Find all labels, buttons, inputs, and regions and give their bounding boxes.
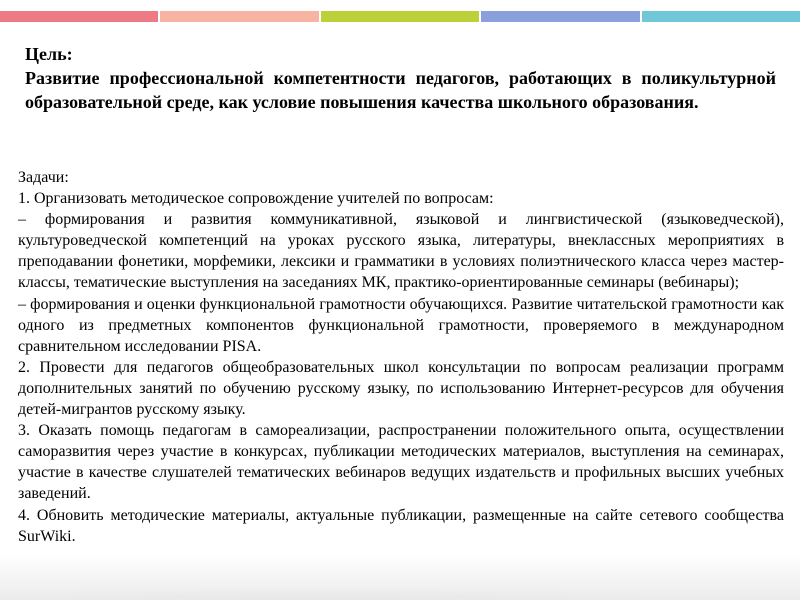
stripe-segment-blue bbox=[481, 11, 639, 22]
goal-text: Развитие профессиональной компетентности педагогов, работающих в поликультурной образовательной среде, как условие повышения качества школьного образования. bbox=[25, 68, 776, 112]
stripe-segment-pink bbox=[0, 11, 158, 22]
task-item-4: 4. Обновить методические материалы, актуальные публикации, размещенные на сайте сетевого сообщества SurWiki. bbox=[18, 506, 784, 545]
tasks-section bbox=[18, 167, 784, 547]
task-item-3: 3. Оказать помощь педагогам в самореализации, распространении положительного опыта, осуществлении саморазвития через участие в конкурсах, публикации методических материалов, выступления на семинарах, участие в качестве слушателей тематических вебинаров ведущих издательств и профильных высших учебных заведений. bbox=[18, 422, 784, 503]
task-item-1: 1. Организовать методическое сопровождение учителей по вопросам: bbox=[18, 190, 494, 208]
task-item-1-sub-b: – формирования и оценки функциональной грамотности обучающихся. Развитие читательской грамотности как одного из предметных компонентов функциональной грамотности, проверяемого в международном сравнительном исследовании PISA. bbox=[18, 295, 784, 355]
stripe-segment-green bbox=[321, 11, 479, 22]
tasks-label: Задачи: bbox=[18, 169, 69, 186]
stripe-segment-peach bbox=[160, 11, 318, 22]
task-item-2: 2. Провести для педагогов общеобразовательных школ консультации по вопросам реализации программ дополнительных занятий по обучению русскому языку, по использованию Интернет-ресурсов для обучения детей-мигрантов русскому языку. bbox=[18, 358, 784, 419]
top-color-stripe bbox=[0, 11, 800, 22]
goal-section bbox=[25, 42, 776, 114]
task-item-1-sub-a: – формирования и развития коммуникативной, языковой и лингвистической (языковедческой), культуроведческой компетенций на уроках русского языка, литературы, внеклассных мероприятиях в преподавании фонетики, морфемики, лексики и грамматики в условиях полиэтнического класса через мастер-классы, тематические выступления на заседаниях МК, практико-ориентированные семинары (вебинары); bbox=[18, 211, 784, 292]
bottom-decoration-wave bbox=[0, 570, 800, 600]
stripe-segment-cyan bbox=[642, 11, 800, 22]
goal-label: Цель: bbox=[25, 44, 73, 64]
